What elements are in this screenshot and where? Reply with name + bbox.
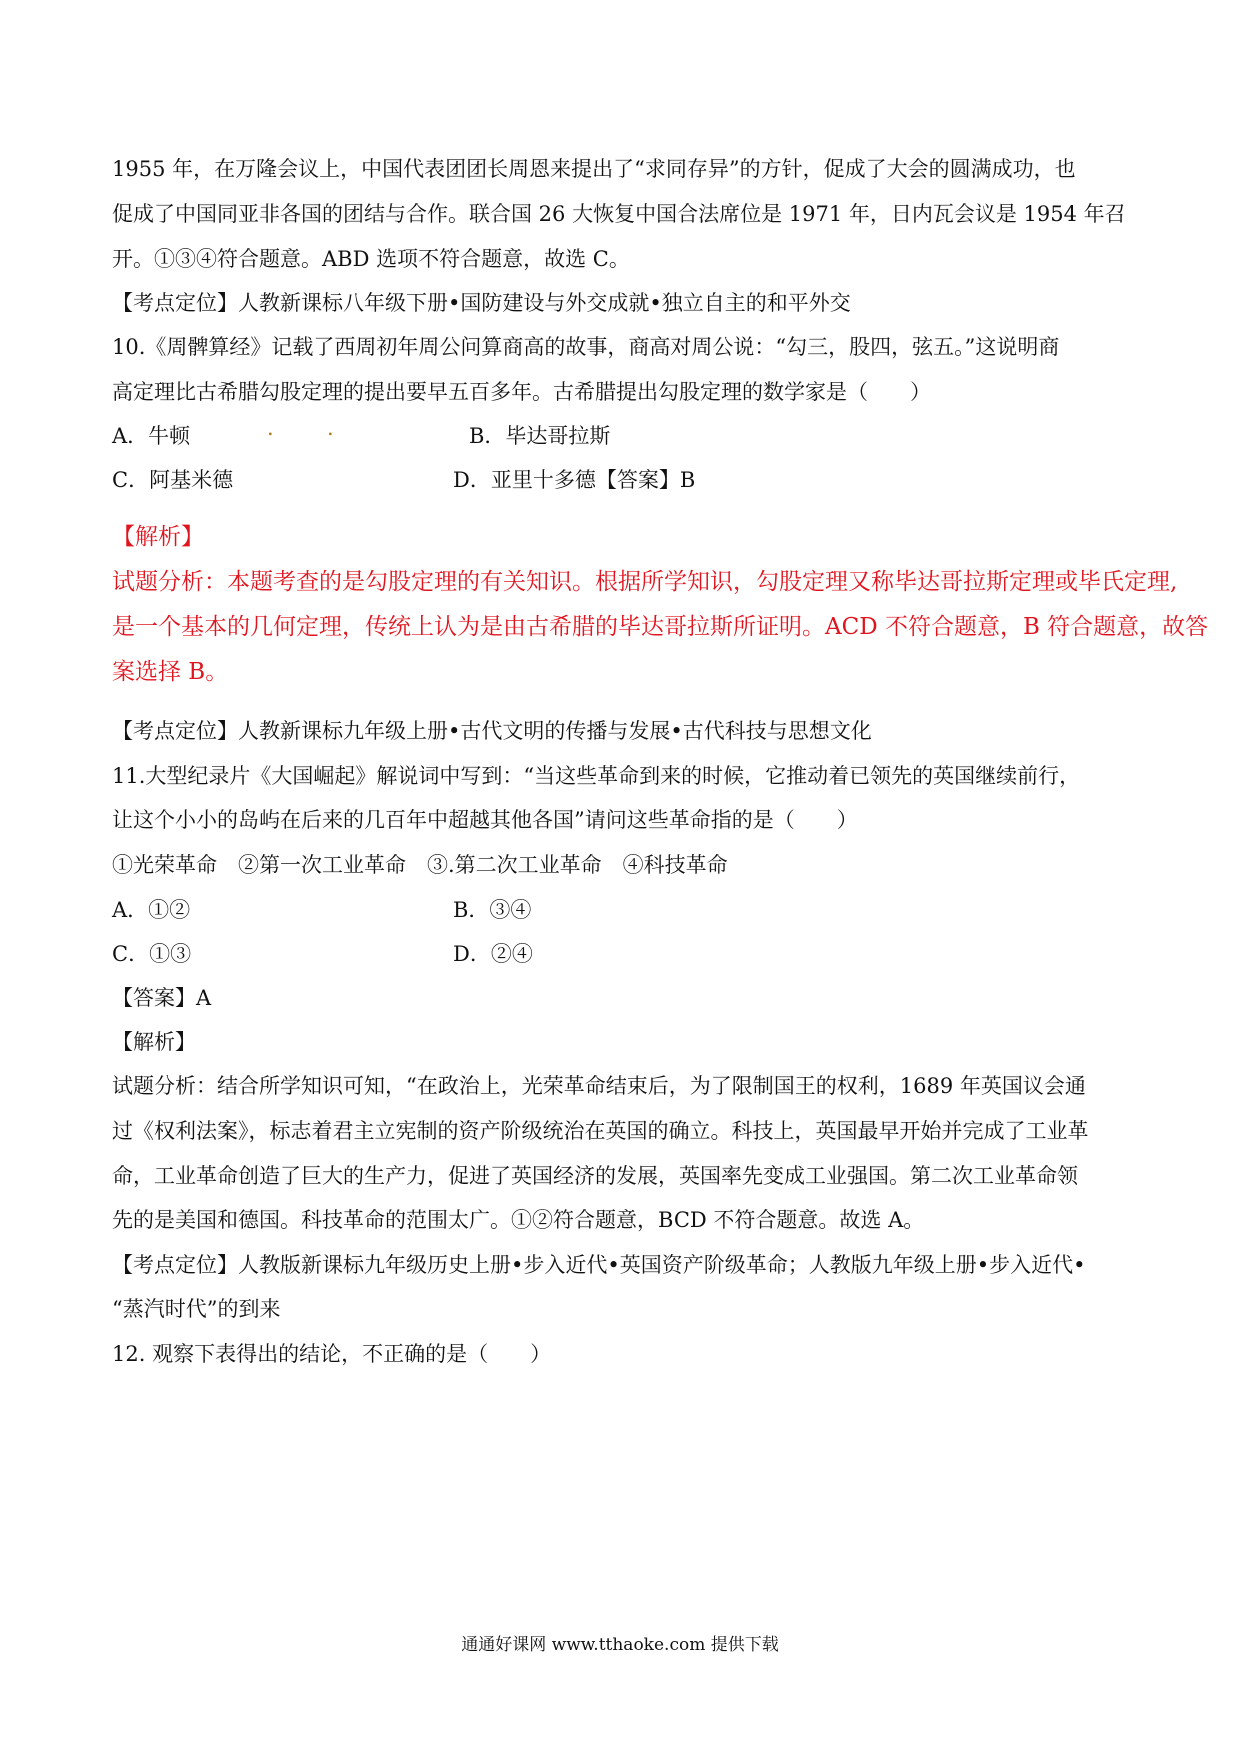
analysis-text: 命，工业革命创造了巨大的生产力，促进了英国经济的发展，英国率先变成工业强国。第二次工业革命领	[112, 1164, 1078, 1188]
q10-option-c: C．阿基米德	[112, 468, 234, 492]
question-12-stem: 12. 观察下表得出的结论，不正确的是（ ）	[112, 1342, 552, 1366]
analysis-text: 是一个基本的几何定理，传统上认为是由古希腊的毕达哥拉斯所证明。ACD 不符合题意，B 符合题意，故答	[112, 614, 1209, 640]
question-10-stem: 高定理比古希腊勾股定理的提出要早五百多年。古希腊提出勾股定理的数学家是（ ）	[112, 380, 931, 404]
answer-line: 【答案】A	[112, 986, 212, 1010]
q11-option-c: C．①③	[112, 942, 192, 966]
decorative-dot: .	[267, 416, 274, 440]
analysis-text: 案选择 B。	[112, 659, 229, 685]
kaodian-line: 【考点定位】人教版新课标九年级历史上册•步入近代•英国资产阶级革命；人教版九年级上册•步入近代•	[112, 1253, 1086, 1277]
q10-option-d-answer: D．亚里十多德【答案】B	[453, 468, 696, 492]
paragraph-line: 1955 年，在万隆会议上，中国代表团团长周恩来提出了“求同存异”的方针，促成了大会的圆满成功，也	[112, 157, 1076, 181]
q11-option-b: B．③④	[453, 898, 532, 922]
decorative-dot: .	[327, 416, 334, 440]
analysis-label: 【解析】	[112, 524, 204, 550]
kaodian-line: “蒸汽时代”的到来	[112, 1297, 281, 1321]
analysis-text: 过《权利法案》，标志着君主立宪制的资产阶级统治在英国的确立。科技上，英国最早开始并完成了工业革	[112, 1119, 1089, 1143]
analysis-text: 试题分析：结合所学知识可知，“在政治上，光荣革命结束后，为了限制国王的权利，1689 年英国议会通	[112, 1074, 1086, 1098]
question-11-stem: 11.大型纪录片《大国崛起》解说词中写到：“当这些革命到来的时候，它推动着已领先的英国继续前行，	[112, 764, 1081, 788]
q11-items: ①光荣革命 ②第一次工业革命 ③.第二次工业革命 ④科技革命	[112, 853, 728, 877]
paragraph-line: 开。①③④符合题意。ABD 选项不符合题意，故选 C。	[112, 247, 630, 271]
paragraph-line: 促成了中国同亚非各国的团结与合作。联合国 26 大恢复中国合法席位是 1971 年，日内瓦会议是 1954 年召	[112, 202, 1126, 226]
page-footer: 通通好课网 www.tthaoke.com 提供下载	[461, 1635, 779, 1655]
analysis-text: 试题分析：本题考查的是勾股定理的有关知识。根据所学知识，勾股定理又称毕达哥拉斯定理或毕氏定理,	[112, 569, 1178, 595]
kaodian-line: 【考点定位】人教新课标八年级下册•国防建设与外交成就•独立自主的和平外交	[112, 291, 851, 315]
kaodian-line: 【考点定位】人教新课标九年级上册•古代文明的传播与发展•古代科技与思想文化	[112, 719, 872, 743]
q10-option-a: A．牛顿	[112, 424, 191, 448]
q11-option-d: D．②④	[453, 942, 533, 966]
question-11-stem: 让这个小小的岛屿在后来的几百年中超越其他各国”请问这些革命指的是（ ）	[112, 808, 858, 832]
question-10-stem: 10.《周髀算经》记载了西周初年周公问算商高的故事，商高对周公说：“勾三，股四，弦五。”这说明商	[112, 335, 1060, 359]
analysis-text: 先的是美国和德国。科技革命的范围太广。①②符合题意，BCD 不符合题意。故选 A。	[112, 1208, 925, 1232]
q11-option-a: A．①②	[112, 898, 191, 922]
q10-option-b: B．毕达哥拉斯	[469, 424, 611, 448]
analysis-label: 【解析】	[112, 1030, 196, 1054]
